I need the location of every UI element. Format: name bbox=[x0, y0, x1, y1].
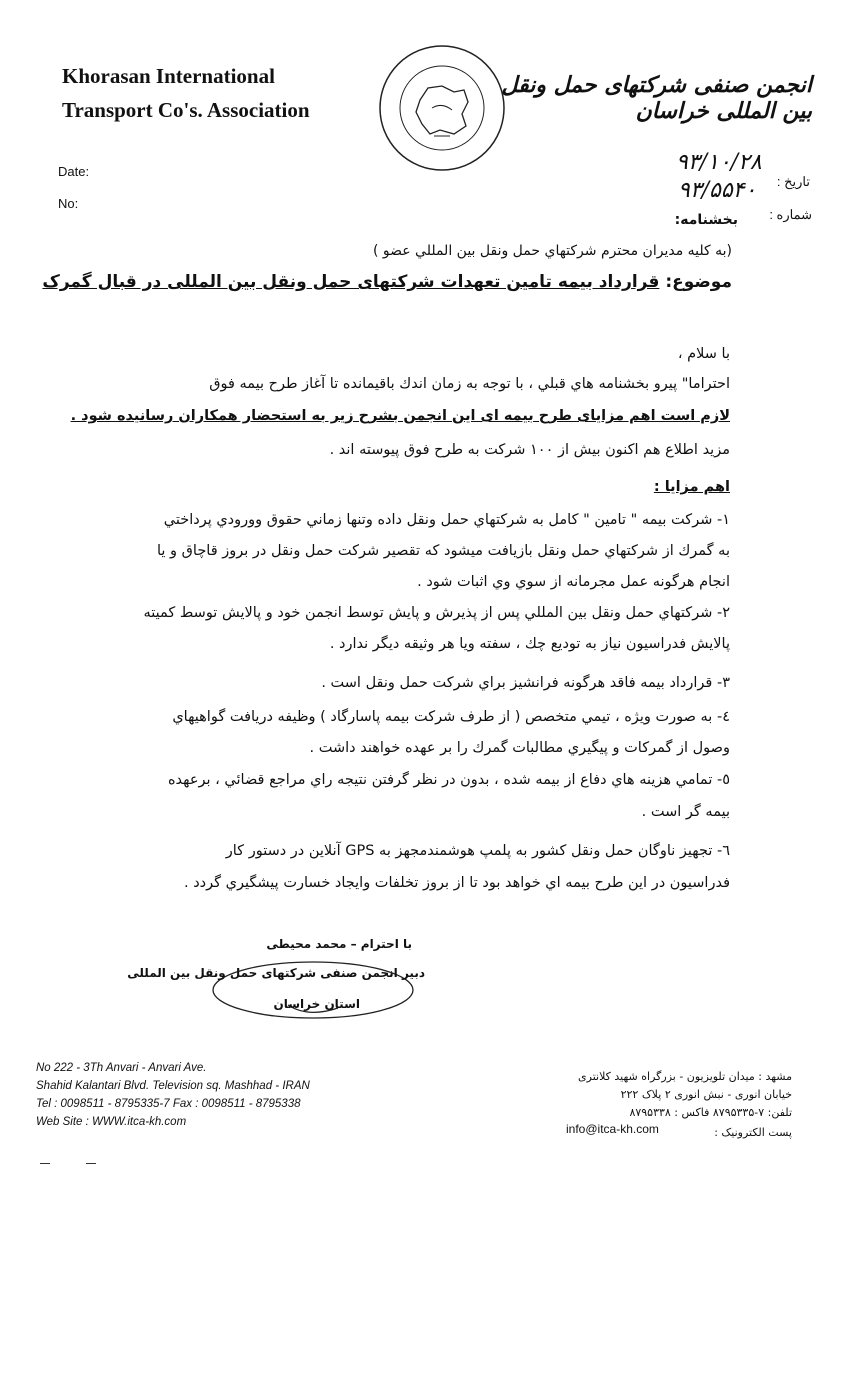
benefit-line: ٤- به صورت ويژه ، تيمي متخصص ( از طرف شركت بيمه پاسارگاد ) وظيفه دريافت گواهيهاي bbox=[172, 709, 730, 725]
benefit-line: ٢- شركتهاي حمل ونقل بين المللي پس از پذيرش و پايش توسط انجمن خود و پالايش توسط كميته bbox=[143, 605, 730, 621]
date-value-handwritten: ۹۳/۱۰/۲۸ bbox=[676, 150, 762, 175]
benefit-line: ٣- قرارداد بيمه فاقد هرگونه فرانشيز براي شركت حمل ونقل است . bbox=[321, 675, 730, 691]
footer-website[interactable]: Web Site : WWW.itca-kh.com bbox=[36, 1116, 187, 1128]
benefit-line: فدراسيون در اين طرح بيمه اي خواهد بود تا از بروز تخلفات وايجاد خسارت پيشگيري گردد . bbox=[183, 875, 730, 891]
number-value-handwritten: ۹۳/۵۵۴۰ bbox=[678, 178, 757, 203]
signature-line-2: دبیر انجمن صنفی شرکتهای حمل ونقل بین المللی bbox=[127, 966, 425, 980]
shomare-label: شماره : bbox=[769, 207, 812, 222]
subject-text: قرارداد بیمه تامین تعهدات شرکتهای حمل ونقل بین المللی در قبال گمرک bbox=[42, 272, 660, 292]
association-name-fa: انجمن صنفی شرکتهای حمل ونقل بین المللی خراسان bbox=[501, 72, 812, 124]
benefits-title: اهم مزايا : bbox=[653, 479, 730, 495]
signature-line-3: استان خراسان bbox=[273, 997, 360, 1011]
signature-line-1: با احترام – محمد محیطی bbox=[266, 937, 412, 951]
benefit-line: ١- شركت بيمه " تامين " كامل به شركتهاي حمل ونقل داده وتنها زماني حقوق وورودي پرداختي bbox=[163, 512, 730, 528]
tarikh-label: تاریخ : bbox=[776, 174, 810, 189]
oval-stamp-icon bbox=[208, 950, 418, 1030]
association-name-en-line1: Khorasan International bbox=[62, 64, 275, 88]
footer-phone-fa: تلفن: ۷-۸۷۹۵۳۳۵ فاکس : ۸۷۹۵۳۳۸ bbox=[629, 1106, 792, 1119]
footer-address-en-2: Shahid Kalantari Blvd. Television sq. Mashhad - IRAN bbox=[36, 1080, 310, 1092]
footer-address-en-1: No 222 - 3Th Anvari - Anvari Ave. bbox=[36, 1062, 207, 1074]
paragraph-2: لازم است اهم مزایای طرح بیمه ای این انجمن بشرح زیر به استحضار همکاران رسانیده شود . bbox=[70, 408, 730, 424]
footer-phone-en: Tel : 0098511 - 8795335-7 Fax : 0098511 - 8795338 bbox=[36, 1098, 301, 1110]
divider bbox=[86, 1163, 96, 1164]
divider bbox=[40, 1163, 50, 1164]
greeting: با سلام ، bbox=[677, 346, 730, 362]
benefit-line: به گمرك از شركتهاي حمل ونقل بازيافت ميشود كه تقصير شركت حمل ونقل در بروز قاچاق و يا bbox=[156, 543, 730, 559]
association-logo bbox=[372, 38, 512, 178]
footer-email[interactable]: info@itca-kh.com bbox=[566, 1122, 659, 1136]
subject-label: موضوع: bbox=[665, 272, 732, 292]
benefit-line: ٥- تمامي هزينه هاي دفاع از بيمه شده ، بدون در نظر گرفتن نتيجه راي مراجع قضائي ، برعهده bbox=[167, 772, 730, 788]
benefit-line: پالايش فدراسيون نياز به توديع چك ، سفته ويا هر وثيقه ديگر ندارد . bbox=[329, 636, 730, 652]
association-name-en-line2: Transport Co's. Association bbox=[62, 98, 310, 122]
footer-email-label-fa: پست الکترونیک : bbox=[714, 1126, 792, 1139]
iran-map-seal-icon bbox=[372, 38, 512, 178]
benefit-line: انجام هرگونه عمل مجرمانه از سوي وي اثبات شود . bbox=[417, 574, 730, 590]
benefit-line: ٦- تجهيز ناوگان حمل ونقل كشور به پلمپ هوشمندمجهز به GPS آنلاين در دستور كار bbox=[225, 843, 730, 859]
recipient-line: (به كليه مديران محترم شركتهاي حمل ونقل بين المللي عضو ) bbox=[372, 243, 732, 259]
no-label: No: bbox=[58, 196, 79, 211]
footer-address-fa-2: خیابان انوری - نبش انوری ۲ پلاک ۲۲۲ bbox=[620, 1088, 792, 1101]
benefit-line: بيمه گر است . bbox=[641, 804, 730, 820]
paragraph-3: مزيد اطلاع هم اكنون بيش از ١٠٠ شركت به طرح فوق پيوسته اند . bbox=[329, 442, 730, 458]
date-label: Date: bbox=[58, 164, 90, 179]
paragraph-1: احتراما" پيرو بخشنامه هاي قبلي ، با توجه به زمان اندك باقيمانده تا آغاز طرح بيمه فوق bbox=[209, 376, 730, 392]
subject-line bbox=[42, 272, 732, 292]
benefit-line: وصول از گمركات و پيگيري مطالبات گمرك را بر عهده خواهند داشت . bbox=[309, 740, 730, 756]
footer-address-fa-1: مشهد : میدان تلویزیون - بزرگراه شهید کلانتری bbox=[578, 1070, 792, 1083]
bakhshname-label: بخشنامه: bbox=[674, 212, 738, 228]
